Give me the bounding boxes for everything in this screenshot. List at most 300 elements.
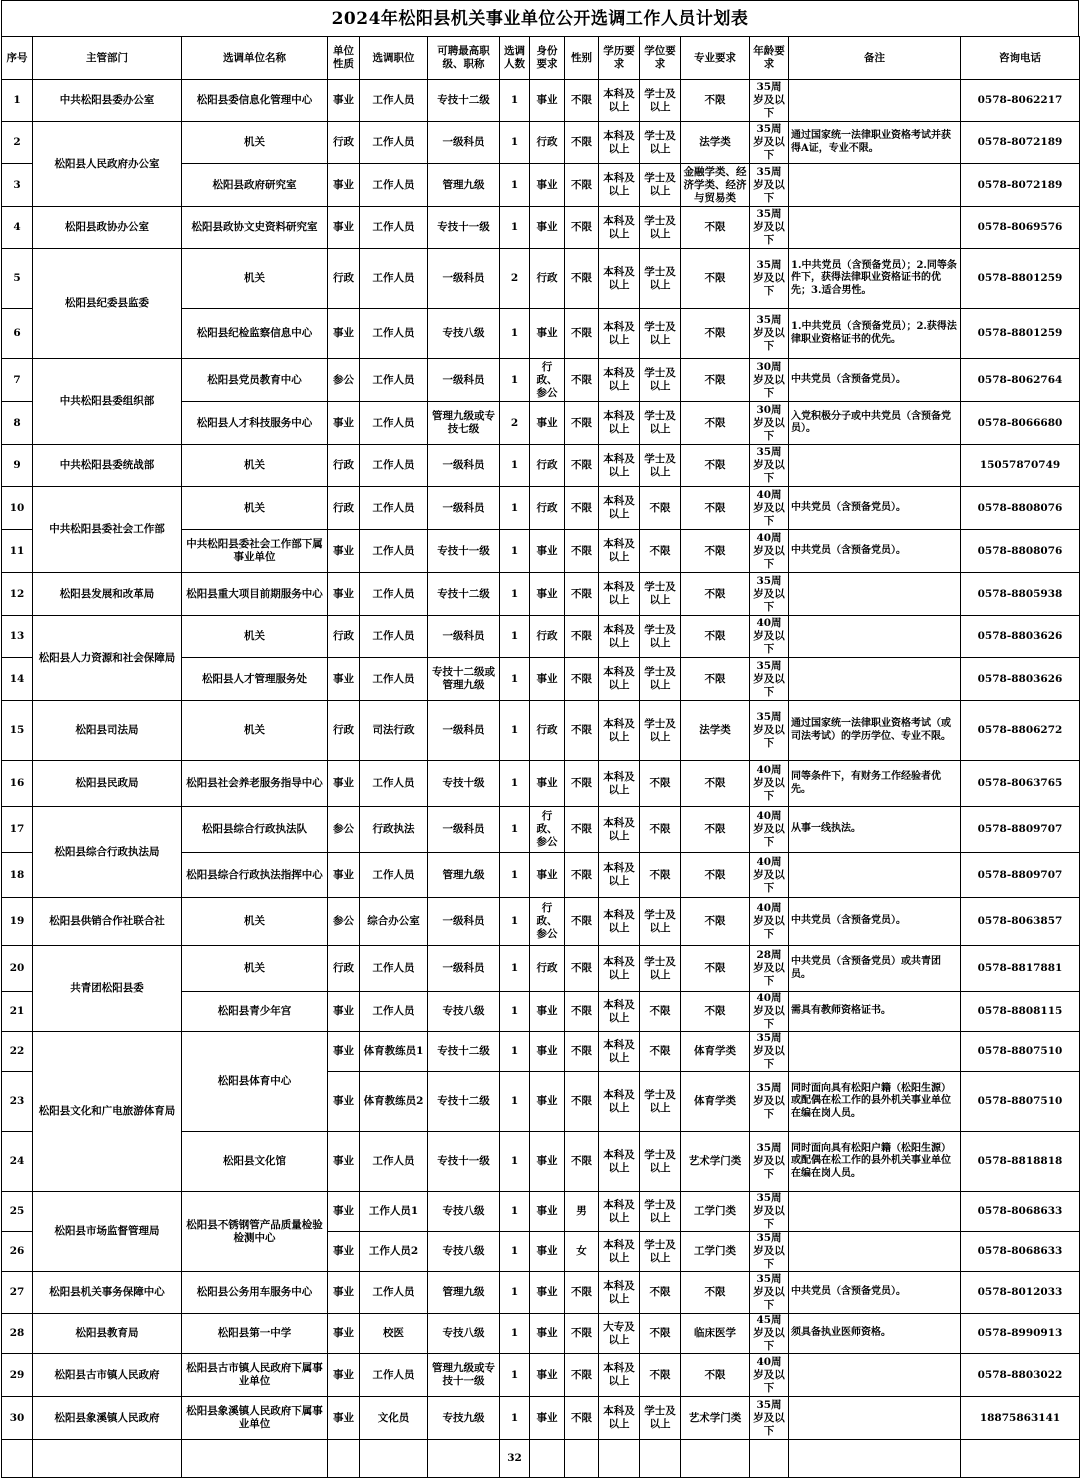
count-cell: 1 (500, 309, 530, 359)
phone-cell: 0578-8803626 (961, 658, 1080, 701)
identity-cell: 事业 (530, 1232, 565, 1272)
degree-cell: 学士及以上 (640, 249, 681, 309)
count-cell: 1 (500, 992, 530, 1032)
note-cell: 通过国家统一法律职业资格考试（或司法考试）的学历学位、专业不限。 (789, 701, 961, 761)
gender-cell: 不限 (565, 1314, 599, 1354)
education-cell: 本科及以上 (599, 1272, 640, 1314)
col-header: 单位性质 (328, 37, 360, 80)
major-cell: 不限 (681, 487, 750, 530)
identity-cell: 事业 (530, 1354, 565, 1397)
post-cell: 工作人员 (360, 359, 428, 402)
gender-cell: 女 (565, 1232, 599, 1272)
note-cell (789, 1397, 961, 1440)
row-number: 2 (2, 122, 33, 164)
note-cell (789, 164, 961, 207)
identity-cell: 事业 (530, 164, 565, 207)
major-cell: 临床医学 (681, 1314, 750, 1354)
gender-cell: 不限 (565, 207, 599, 249)
degree-cell: 学士及以上 (640, 898, 681, 946)
post-cell: 工作人员 (360, 402, 428, 445)
note-cell (789, 207, 961, 249)
gender-cell: 不限 (565, 701, 599, 761)
department-cell: 中共松阳县委办公室 (33, 80, 182, 122)
nature-cell: 事业 (328, 1354, 360, 1397)
count-cell: 2 (500, 249, 530, 309)
post-cell: 工作人员 (360, 658, 428, 701)
gender-cell: 不限 (565, 1354, 599, 1397)
identity-cell: 行政、参公 (530, 807, 565, 853)
phone-cell: 0578-8068633 (961, 1192, 1080, 1232)
row-number: 13 (2, 616, 33, 658)
education-cell: 本科及以上 (599, 898, 640, 946)
col-header: 年龄要求 (750, 37, 789, 80)
count-cell: 2 (500, 402, 530, 445)
major-cell: 不限 (681, 616, 750, 658)
row-number: 3 (2, 164, 33, 207)
education-cell: 本科及以上 (599, 1132, 640, 1192)
phone-cell: 0578-8990913 (961, 1314, 1080, 1354)
department-cell: 松阳县司法局 (33, 701, 182, 761)
gender-cell: 不限 (565, 946, 599, 992)
row-number: 21 (2, 992, 33, 1032)
department-cell: 松阳县文化和广电旅游体育局 (33, 1032, 182, 1192)
unit-cell: 机关 (182, 701, 328, 761)
rank-cell: 一级科员 (428, 616, 500, 658)
count-cell: 1 (500, 1397, 530, 1440)
gender-cell: 不限 (565, 807, 599, 853)
unit-cell: 松阳县综合行政执法指挥中心 (182, 853, 328, 898)
identity-cell: 事业 (530, 1132, 565, 1192)
count-cell: 1 (500, 761, 530, 807)
col-header: 学位要求 (640, 37, 681, 80)
phone-cell: 0578-8817881 (961, 946, 1080, 992)
gender-cell: 不限 (565, 1397, 599, 1440)
degree-cell: 学士及以上 (640, 309, 681, 359)
nature-cell: 行政 (328, 249, 360, 309)
col-header: 序号 (2, 37, 33, 80)
age-cell: 45周岁及以下 (750, 1314, 789, 1354)
rank-cell: 一级科员 (428, 359, 500, 402)
age-cell: 35周岁及以下 (750, 309, 789, 359)
table-row (2, 1354, 1080, 1397)
degree-cell: 不限 (640, 1354, 681, 1397)
education-cell: 本科及以上 (599, 359, 640, 402)
nature-cell: 事业 (328, 1314, 360, 1354)
count-cell: 1 (500, 207, 530, 249)
education-cell: 本科及以上 (599, 616, 640, 658)
unit-cell: 松阳县社会养老服务指导中心 (182, 761, 328, 807)
table-row (2, 1272, 1080, 1314)
gender-cell: 不限 (565, 761, 599, 807)
major-cell: 艺术学门类 (681, 1397, 750, 1440)
note-cell: 中共党员（含预备党员）或共青团员。 (789, 946, 961, 992)
department-cell: 松阳县古市镇人民政府 (33, 1354, 182, 1397)
rank-cell: 专技十一级 (428, 207, 500, 249)
note-cell: 须具备执业医师资格。 (789, 1314, 961, 1354)
row-number: 7 (2, 359, 33, 402)
identity-cell: 事业 (530, 1272, 565, 1314)
nature-cell: 事业 (328, 853, 360, 898)
major-cell: 法学类 (681, 122, 750, 164)
note-cell: 入党积极分子或中共党员（含预备党员）。 (789, 402, 961, 445)
nature-cell: 行政 (328, 445, 360, 487)
department-cell: 中共松阳县委社会工作部 (33, 487, 182, 573)
department-cell: 松阳县人民政府办公室 (33, 122, 182, 207)
gender-cell: 不限 (565, 309, 599, 359)
phone-cell: 0578-8803022 (961, 1354, 1080, 1397)
post-cell: 工作人员 (360, 445, 428, 487)
phone-cell: 0578-8062217 (961, 80, 1080, 122)
row-number: 18 (2, 853, 33, 898)
col-header: 咨询电话 (961, 37, 1080, 80)
table-row (2, 1397, 1080, 1440)
age-cell: 35周岁及以下 (750, 80, 789, 122)
major-cell: 不限 (681, 992, 750, 1032)
row-number: 19 (2, 898, 33, 946)
unit-cell: 松阳县青少年宫 (182, 992, 328, 1032)
phone-cell: 0578-8801259 (961, 309, 1080, 359)
nature-cell: 事业 (328, 1192, 360, 1232)
major-cell: 不限 (681, 807, 750, 853)
unit-cell: 机关 (182, 445, 328, 487)
post-cell: 综合办公室 (360, 898, 428, 946)
post-cell: 工作人员 (360, 122, 428, 164)
degree-cell: 学士及以上 (640, 1132, 681, 1192)
education-cell: 本科及以上 (599, 761, 640, 807)
nature-cell: 事业 (328, 573, 360, 616)
rank-cell: 一级科员 (428, 487, 500, 530)
gender-cell: 不限 (565, 898, 599, 946)
nature-cell: 参公 (328, 359, 360, 402)
degree-cell: 学士及以上 (640, 122, 681, 164)
age-cell: 35周岁及以下 (750, 1397, 789, 1440)
unit-cell: 机关 (182, 487, 328, 530)
gender-cell: 不限 (565, 853, 599, 898)
table-row (2, 1192, 1080, 1232)
unit-cell: 松阳县党员教育中心 (182, 359, 328, 402)
age-cell: 35周岁及以下 (750, 1032, 789, 1072)
unit-cell: 松阳县文化馆 (182, 1132, 328, 1192)
phone-cell: 0578-8803626 (961, 616, 1080, 658)
education-cell: 本科及以上 (599, 946, 640, 992)
identity-cell: 事业 (530, 1072, 565, 1132)
age-cell: 35周岁及以下 (750, 573, 789, 616)
education-cell: 本科及以上 (599, 249, 640, 309)
major-cell: 不限 (681, 946, 750, 992)
rank-cell: 一级科员 (428, 701, 500, 761)
row-number: 23 (2, 1072, 33, 1132)
note-cell: 中共党员（含预备党员）。 (789, 530, 961, 573)
identity-cell: 行政、参公 (530, 898, 565, 946)
rank-cell: 管理九级或专技十一级 (428, 1354, 500, 1397)
note-cell: 需具有教师资格证书。 (789, 992, 961, 1032)
degree-cell: 学士及以上 (640, 701, 681, 761)
degree-cell: 学士及以上 (640, 946, 681, 992)
gender-cell: 不限 (565, 530, 599, 573)
degree-cell: 不限 (640, 853, 681, 898)
header-row (2, 37, 1080, 80)
table-row (2, 1032, 1080, 1072)
education-cell: 本科及以上 (599, 658, 640, 701)
identity-cell: 事业 (530, 80, 565, 122)
unit-cell: 松阳县体育中心 (182, 1032, 328, 1132)
phone-cell: 15057870749 (961, 445, 1080, 487)
note-cell (789, 1354, 961, 1397)
gender-cell: 不限 (565, 992, 599, 1032)
identity-cell: 事业 (530, 658, 565, 701)
phone-cell: 0578-8069576 (961, 207, 1080, 249)
post-cell: 行政执法 (360, 807, 428, 853)
rank-cell: 专技十二级或管理九级 (428, 658, 500, 701)
major-cell: 体育学类 (681, 1032, 750, 1072)
col-header: 可聘最高职级、职称 (428, 37, 500, 80)
rank-cell: 一级科员 (428, 946, 500, 992)
unit-cell: 松阳县重大项目前期服务中心 (182, 573, 328, 616)
age-cell: 35周岁及以下 (750, 658, 789, 701)
rank-cell: 一级科员 (428, 807, 500, 853)
education-cell: 本科及以上 (599, 80, 640, 122)
education-cell: 本科及以上 (599, 1354, 640, 1397)
identity-cell: 行政 (530, 487, 565, 530)
nature-cell: 事业 (328, 658, 360, 701)
post-cell: 体育教练员2 (360, 1072, 428, 1132)
gender-cell: 不限 (565, 122, 599, 164)
table-row (2, 122, 1080, 164)
age-cell: 35周岁及以下 (750, 1272, 789, 1314)
phone-cell: 0578-8063857 (961, 898, 1080, 946)
department-cell: 松阳县民政局 (33, 761, 182, 807)
post-cell: 工作人员 (360, 573, 428, 616)
table-row (2, 761, 1080, 807)
note-cell (789, 1192, 961, 1232)
col-header: 学历要求 (599, 37, 640, 80)
note-cell: 中共党员（含预备党员）。 (789, 1272, 961, 1314)
major-cell: 工学门类 (681, 1232, 750, 1272)
gender-cell: 不限 (565, 80, 599, 122)
age-cell: 30周岁及以下 (750, 402, 789, 445)
degree-cell: 学士及以上 (640, 207, 681, 249)
identity-cell: 事业 (530, 761, 565, 807)
age-cell: 40周岁及以下 (750, 530, 789, 573)
age-cell: 40周岁及以下 (750, 1354, 789, 1397)
col-header: 选调单位名称 (182, 37, 328, 80)
department-cell: 共青团松阳县委 (33, 946, 182, 1032)
degree-cell: 不限 (640, 487, 681, 530)
rank-cell: 管理九级或专技七级 (428, 402, 500, 445)
age-cell: 35周岁及以下 (750, 207, 789, 249)
degree-cell: 不限 (640, 1032, 681, 1072)
major-cell: 不限 (681, 898, 750, 946)
gender-cell: 不限 (565, 658, 599, 701)
age-cell: 40周岁及以下 (750, 761, 789, 807)
major-cell: 工学门类 (681, 1192, 750, 1232)
post-cell: 工作人员 (360, 309, 428, 359)
table-row (2, 207, 1080, 249)
identity-cell: 事业 (530, 853, 565, 898)
post-cell: 工作人员 (360, 80, 428, 122)
table-row (2, 573, 1080, 616)
major-cell: 不限 (681, 658, 750, 701)
nature-cell: 事业 (328, 80, 360, 122)
degree-cell: 学士及以上 (640, 1192, 681, 1232)
major-cell: 不限 (681, 309, 750, 359)
unit-cell: 松阳县不锈钢管产品质量检验检测中心 (182, 1192, 328, 1272)
identity-cell: 事业 (530, 1032, 565, 1072)
education-cell: 本科及以上 (599, 573, 640, 616)
phone-cell: 0578-8066680 (961, 402, 1080, 445)
row-number: 20 (2, 946, 33, 992)
count-cell: 1 (500, 1232, 530, 1272)
degree-cell: 不限 (640, 807, 681, 853)
major-cell: 金融学类、经济学类、经济与贸易类 (681, 164, 750, 207)
age-cell: 35周岁及以下 (750, 1132, 789, 1192)
note-cell (789, 80, 961, 122)
table-row (2, 807, 1080, 853)
department-cell: 松阳县综合行政执法局 (33, 807, 182, 898)
education-cell: 本科及以上 (599, 992, 640, 1032)
age-cell: 35周岁及以下 (750, 249, 789, 309)
note-cell: 中共党员（含预备党员）。 (789, 487, 961, 530)
col-header: 主管部门 (33, 37, 182, 80)
post-cell: 工作人员 (360, 853, 428, 898)
age-cell: 40周岁及以下 (750, 898, 789, 946)
nature-cell: 事业 (328, 992, 360, 1032)
post-cell: 工作人员 (360, 1272, 428, 1314)
education-cell: 本科及以上 (599, 445, 640, 487)
unit-cell: 机关 (182, 946, 328, 992)
identity-cell: 行政 (530, 616, 565, 658)
education-cell: 本科及以上 (599, 309, 640, 359)
identity-cell: 事业 (530, 1192, 565, 1232)
row-number: 6 (2, 309, 33, 359)
education-cell: 本科及以上 (599, 207, 640, 249)
degree-cell: 学士及以上 (640, 616, 681, 658)
count-cell: 1 (500, 164, 530, 207)
table-row (2, 249, 1080, 309)
phone-cell: 0578-8012033 (961, 1272, 1080, 1314)
degree-cell: 学士及以上 (640, 573, 681, 616)
row-number: 28 (2, 1314, 33, 1354)
count-cell: 1 (500, 946, 530, 992)
nature-cell: 事业 (328, 1132, 360, 1192)
post-cell: 文化员 (360, 1397, 428, 1440)
degree-cell: 学士及以上 (640, 1072, 681, 1132)
nature-cell: 事业 (328, 1232, 360, 1272)
phone-cell: 0578-8063765 (961, 761, 1080, 807)
department-cell: 松阳县政协办公室 (33, 207, 182, 249)
gender-cell: 不限 (565, 616, 599, 658)
post-cell: 校医 (360, 1314, 428, 1354)
degree-cell: 学士及以上 (640, 164, 681, 207)
nature-cell: 事业 (328, 1397, 360, 1440)
col-header: 性别 (565, 37, 599, 80)
department-cell: 松阳县纪委县监委 (33, 249, 182, 359)
major-cell: 不限 (681, 80, 750, 122)
education-cell: 本科及以上 (599, 1397, 640, 1440)
phone-cell: 0578-8807510 (961, 1072, 1080, 1132)
nature-cell: 行政 (328, 616, 360, 658)
identity-cell: 行政 (530, 445, 565, 487)
major-cell: 不限 (681, 207, 750, 249)
unit-cell: 松阳县综合行政执法队 (182, 807, 328, 853)
degree-cell: 学士及以上 (640, 359, 681, 402)
nature-cell: 事业 (328, 1072, 360, 1132)
unit-cell: 中共松阳县委社会工作部下属事业单位 (182, 530, 328, 573)
age-cell: 40周岁及以下 (750, 616, 789, 658)
nature-cell: 事业 (328, 1032, 360, 1072)
phone-cell: 0578-8068633 (961, 1232, 1080, 1272)
gender-cell: 不限 (565, 487, 599, 530)
rank-cell: 管理九级 (428, 1272, 500, 1314)
identity-cell: 事业 (530, 992, 565, 1032)
table-row (2, 946, 1080, 992)
note-cell: 中共党员（含预备党员）。 (789, 898, 961, 946)
table-row (2, 898, 1080, 946)
major-cell: 艺术学门类 (681, 1132, 750, 1192)
note-cell (789, 616, 961, 658)
post-cell: 工作人员 (360, 1132, 428, 1192)
count-cell: 1 (500, 1354, 530, 1397)
age-cell: 35周岁及以下 (750, 1072, 789, 1132)
degree-cell: 学士及以上 (640, 445, 681, 487)
nature-cell: 行政 (328, 487, 360, 530)
col-header: 备注 (789, 37, 961, 80)
phone-cell: 0578-8808076 (961, 530, 1080, 573)
nature-cell: 事业 (328, 1272, 360, 1314)
row-number: 12 (2, 573, 33, 616)
education-cell: 大专及以上 (599, 1314, 640, 1354)
rank-cell: 专技八级 (428, 309, 500, 359)
post-cell: 工作人员 (360, 992, 428, 1032)
count-cell: 1 (500, 701, 530, 761)
age-cell: 35周岁及以下 (750, 1192, 789, 1232)
plan-table (1, 36, 1080, 1478)
degree-cell: 不限 (640, 761, 681, 807)
gender-cell: 不限 (565, 1132, 599, 1192)
gender-cell: 不限 (565, 573, 599, 616)
major-cell: 不限 (681, 573, 750, 616)
rank-cell: 管理九级 (428, 853, 500, 898)
education-cell: 本科及以上 (599, 402, 640, 445)
age-cell: 35周岁及以下 (750, 1232, 789, 1272)
note-cell: 中共党员（含预备党员）。 (789, 359, 961, 402)
degree-cell: 学士及以上 (640, 80, 681, 122)
row-number: 5 (2, 249, 33, 309)
degree-cell: 不限 (640, 530, 681, 573)
table-row (2, 445, 1080, 487)
identity-cell: 行政 (530, 946, 565, 992)
age-cell: 40周岁及以下 (750, 853, 789, 898)
unit-cell: 机关 (182, 249, 328, 309)
nature-cell: 行政 (328, 946, 360, 992)
post-cell: 工作人员 (360, 207, 428, 249)
gender-cell: 男 (565, 1192, 599, 1232)
post-cell: 工作人员 (360, 530, 428, 573)
row-number: 22 (2, 1032, 33, 1072)
major-cell: 不限 (681, 1354, 750, 1397)
phone-cell: 0578-8808115 (961, 992, 1080, 1032)
age-cell: 40周岁及以下 (750, 487, 789, 530)
identity-cell: 事业 (530, 573, 565, 616)
age-cell: 35周岁及以下 (750, 164, 789, 207)
education-cell: 本科及以上 (599, 1032, 640, 1072)
count-cell: 1 (500, 616, 530, 658)
degree-cell: 不限 (640, 1272, 681, 1314)
phone-cell: 0578-8072189 (961, 122, 1080, 164)
unit-cell: 松阳县委信息化管理中心 (182, 80, 328, 122)
count-cell: 1 (500, 487, 530, 530)
nature-cell: 事业 (328, 164, 360, 207)
